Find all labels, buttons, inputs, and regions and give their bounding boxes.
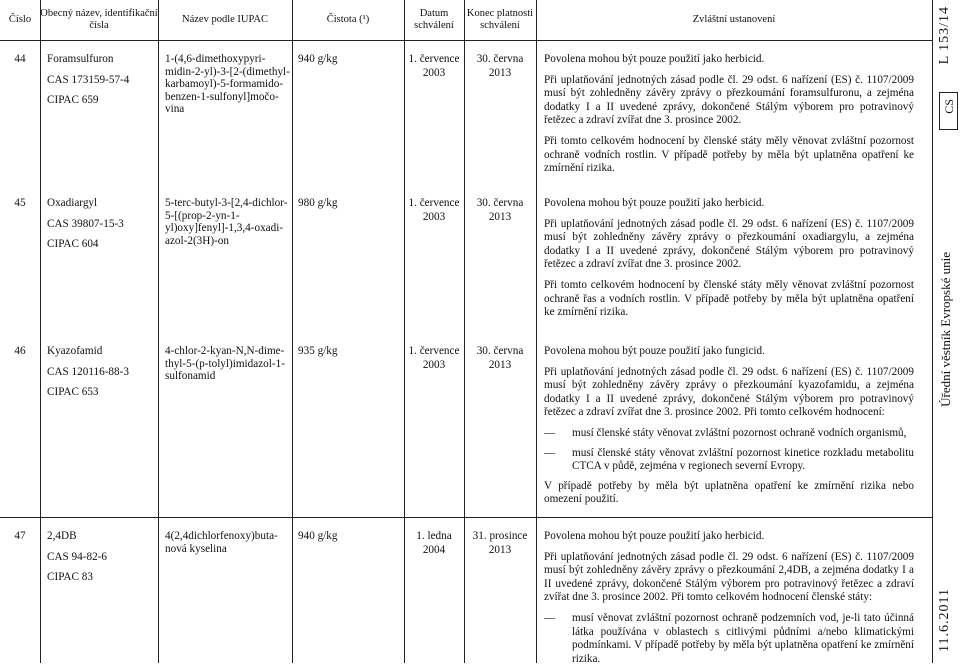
approval-date: 1. července 2003 (408, 345, 460, 371)
iupac-name: 5-terc-butyl-3-[2,4-dichlor- 5-[(prop-2-yn-1- yl)oxy]fenyl]-1,3,4-oxadi- azol-2(3H)-on (165, 197, 288, 247)
provision-paragraph: Povolena mohou být pouze použití jako herbicid. (544, 53, 765, 65)
table-row (0, 41, 932, 181)
dash-item: — musí věnovat zvláštní pozornost ochraně podzemních vod, je-li tato účinná látka používána v oblastech s citlivými půdními a/nebo klimatickými podmínkami. V případě potřeby by měla být uplatněna opatření ke zmírnění rizika. (544, 611, 914, 665)
approval-date: 1. července 2003 (408, 53, 460, 79)
language-code: CS (941, 99, 956, 114)
page-margin (934, 0, 960, 663)
table-row (0, 333, 932, 518)
iupac-name: 1-(4,6-dimethoxypyri- midin-2-yl)-3-[2-(dimethyl- karbamoyl)-5-formamido- benzen-1-sulfonyl]močo- vina (165, 53, 290, 116)
expiry-date: 30. června 2013 (476, 53, 524, 79)
header-zvlastni-ustanoveni: Zvláštní ustanovení (692, 14, 776, 25)
provision-paragraph: Při uplatňování jednotných zásad podle čl. 29 odst. 6 nařízení (ES) č. 1107/2009 musí být zohledněny závěry zprávy o přezkoumání kyazofamidu, a zejména dodatky I a II uvedené zprávy, dokončené Stálým výborem pro potravinový řetězec a zdraví zvířat dne 3. prosince 2002. Při tomto celkovém hodnocení: (544, 365, 914, 419)
cas-number: CAS 94-82-6 (47, 550, 107, 563)
row-number: 45 (14, 197, 26, 209)
header-konec-platnosti: Konec platnosti schválení (466, 8, 534, 31)
header-cislo: Číslo (8, 14, 32, 25)
expiry-date: 30. června 2013 (476, 345, 524, 371)
provision-paragraph: Při uplatňování jednotných zásad podle čl. 29 odst. 6 nařízení (ES) č. 1107/2009 musí být zohledněny závěry zprávy o přezkoumání foramsulfuronu, a zejména dodatky I a II uvedené zprávy, dokončené Stálým výborem pro potravinový řetězec a zdraví zvířat dne 3. prosince 2002. (544, 73, 914, 127)
provision-paragraph: Při tomto celkovém hodnocení by členské státy měly věnovat zvláštní pozornost ochraně řas a vodních rostlin. V případě potřeby by měla být uplatněna opatření ke zmírnění rizika. (544, 278, 914, 319)
cas-number: CAS 173159-57-4 (47, 73, 130, 86)
substance-identifiers (47, 197, 155, 259)
header-iupac: Název podle IUPAC (182, 14, 268, 25)
row-number: 47 (14, 530, 26, 542)
dash-item: — musí členské státy věnovat zvláštní pozornost kinetice rozkladu metabolitu CTCA v půdě, zejména v regionech severní Evropy. (544, 446, 914, 473)
expiry-date: 30. června 2013 (476, 197, 524, 223)
iupac-name: 4(2,4dichlorfenoxy)buta- nová kyselina (165, 530, 278, 555)
language-code-box (939, 92, 958, 130)
header-cistota: Čistota (¹) (326, 14, 370, 25)
journal-reference: L 153/14 (937, 6, 952, 65)
table-header (0, 0, 932, 41)
purity: 935 g/kg (298, 345, 338, 357)
provision-paragraph: V případě potřeby by měla být uplatněna opatření ke zmírnění rizika nebo omezení použití. (544, 479, 914, 506)
provision-paragraph: Povolena mohou být pouze použití jako fungicid. (544, 345, 765, 357)
approval-date: 1. července 2003 (408, 197, 460, 223)
substance-name: 2,4DB (47, 530, 77, 542)
specific-provisions (544, 530, 914, 672)
header-obecny-nazev: Obecný název, identifikační čísla (40, 8, 158, 31)
purity: 940 g/kg (298, 530, 338, 542)
cipac-number: CIPAC 604 (47, 238, 99, 251)
specific-provisions (544, 345, 914, 514)
table-row (0, 517, 932, 664)
cipac-number: CIPAC 83 (47, 571, 93, 584)
journal-title: Úřední věstník Evropské unie (938, 252, 953, 407)
substance-name: Oxadiargyl (47, 197, 98, 209)
provision-paragraph: Povolena mohou být pouze použití jako herbicid. (544, 530, 765, 542)
iupac-name: 4-chlor-2-kyan-N,N-dime- thyl-5-(p-tolyl)imidazol-1- sulfonamid (165, 345, 285, 383)
dash-item: — musí členské státy věnovat zvláštní pozornost ochraně vodních organismů, (544, 426, 907, 439)
table-row (0, 185, 932, 333)
specific-provisions (544, 197, 914, 327)
cipac-number: CIPAC 659 (47, 94, 99, 107)
row-number: 44 (14, 53, 26, 65)
cas-number: CAS 120116-88-3 (47, 365, 129, 378)
specific-provisions (544, 53, 914, 183)
expiry-date: 31. prosince 2013 (472, 530, 528, 556)
substance-identifiers (47, 53, 155, 115)
purity: 940 g/kg (298, 53, 338, 65)
substance-name: Kyazofamid (47, 345, 103, 357)
substance-name: Foramsulfuron (47, 53, 114, 65)
approval-date: 1. ledna 2004 (416, 530, 452, 556)
page-right-border (932, 0, 933, 663)
substance-identifiers (47, 345, 155, 407)
cipac-number: CIPAC 653 (47, 386, 99, 399)
provision-paragraph: Při uplatňování jednotných zásad podle čl. 29 odst. 6 nařízení (ES) č. 1107/2009 musí být zohledněny závěry zprávy o přezkoumání 2,4DB, a zejména dodatky I a II uvedené zprávy, dokončené Stálým výborem pro potravinový řetězec a zdraví zvířat dne 3. prosince 2002. Při tomto celkovém hodnocení členské státy: (544, 550, 914, 604)
row-number: 46 (14, 345, 26, 357)
issue-date: 11.6.2011 (937, 588, 952, 652)
substance-identifiers (47, 530, 155, 592)
purity: 980 g/kg (298, 197, 338, 209)
cas-number: CAS 39807-15-3 (47, 217, 124, 230)
header-datum: Datum schválení (414, 8, 454, 31)
provision-paragraph: Při tomto celkovém hodnocení by členské státy měly věnovat zvláštní pozornost ochraně vodních rostlin. V případě potřeby by měla být uplatněna opatření ke zmírnění rizika. (544, 134, 914, 175)
provision-paragraph: Při uplatňování jednotných zásad podle čl. 29 odst. 6 nařízení (ES) č. 1107/2009 musí být zohledněny závěry zprávy o přezkoumání oxadiargylu, a zejména dodatky I a II uvedené zprávy, dokončené Stálým výborem pro potravinový řetězec a zdraví zvířat dne 3. prosince 2002. (544, 217, 914, 271)
provision-paragraph: Povolena mohou být pouze použití jako herbicid. (544, 197, 765, 209)
